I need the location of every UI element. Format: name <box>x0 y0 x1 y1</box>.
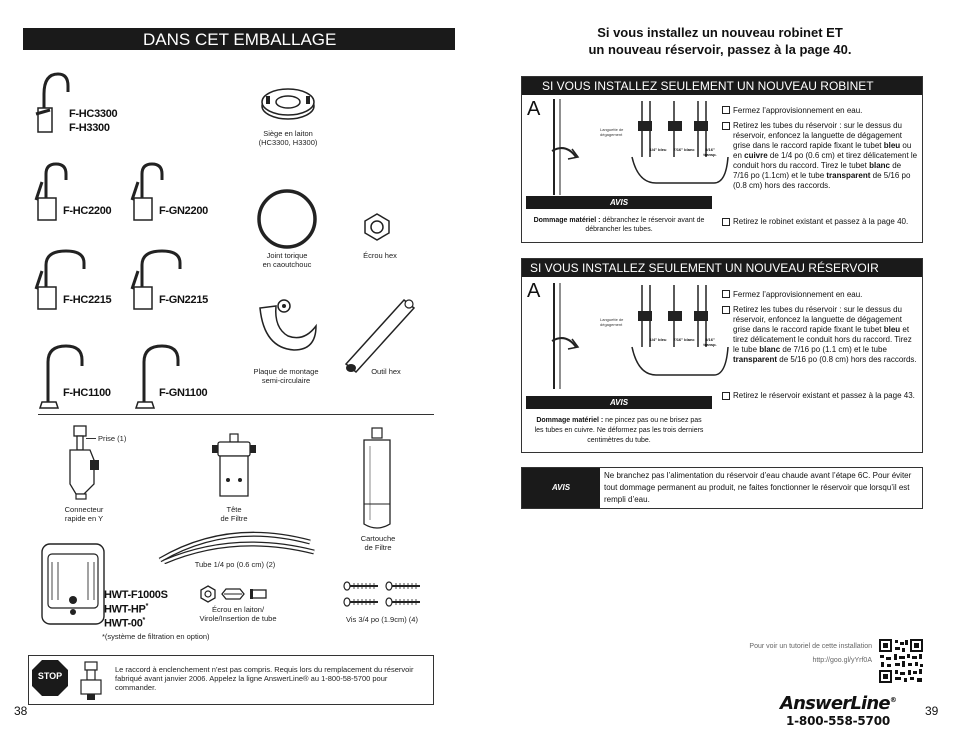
faucet-hc3300-illustration <box>34 68 74 136</box>
tag-white-2: 7/16" blanc <box>673 337 695 342</box>
tank-tubes-diagram-2 <box>550 281 734 389</box>
answerline-brand-reg: ® <box>889 696 897 704</box>
step-1-text-2: Fermez l’approvisionnement en eau. <box>733 290 863 299</box>
step-3-text-2: Retirez le réservoir existant et passez à la page 43. <box>733 391 915 400</box>
tank-model-3 <box>104 617 145 630</box>
model-f-hc2215: F-HC2215 <box>63 294 112 306</box>
hex-nut-caption: Écrou hex <box>363 251 397 260</box>
step-2-text-2 <box>722 305 918 365</box>
step-2-text-part: de 5/16 po (0.8 cm) hors des raccords. <box>733 171 911 190</box>
answerline-brand-text: AnswerLine <box>779 693 890 714</box>
answerline-logo <box>778 690 898 728</box>
tank-model-1: HWT-F1000S <box>104 589 168 601</box>
tag-clear-2: 5/16" transp. <box>703 337 717 347</box>
tank-tubes-diagram <box>550 97 734 195</box>
tubing-caption: Tube 1/4 po (0.6 cm) (2) <box>194 560 276 569</box>
avis-notice-label: AVIS <box>522 468 600 508</box>
o-ring-icon <box>256 188 318 250</box>
hot-water-tank-icon <box>40 540 106 626</box>
plug-leader-line <box>86 438 96 439</box>
step-2-text-part: de 7/16 po (1.1cm) et le tube <box>733 161 902 180</box>
model-f-gn1100: F-GN1100 <box>159 387 208 399</box>
left-header <box>23 28 455 50</box>
step-2-text-bold: bleu <box>883 141 901 150</box>
section-tank-only-warning <box>534 416 704 446</box>
tag-blue: 1/4" bleu <box>649 147 667 152</box>
section-faucet-only-warning <box>530 216 708 234</box>
step-2-text-part: Retirez les tubes du réservoir : sur le dessus du réservoir, enfoncez la languette de dégagement grise dans le raccord rapide fixant le tubet <box>733 121 903 150</box>
step-2-row <box>722 121 918 191</box>
section-faucet-only-avis-bar: AVIS <box>526 196 712 209</box>
filter-head-caption: Tête de Filtre <box>220 505 248 523</box>
tubing-icon <box>158 528 318 564</box>
step-3-row <box>722 217 918 227</box>
step-3-checkbox[interactable] <box>722 218 730 226</box>
model-f-gn2215: F-GN2215 <box>159 294 208 306</box>
section-faucet-only-title: SI VOUS INSTALLEZ SEULEMENT UN NOUVEAU ROBINET <box>542 79 874 93</box>
section-faucet-only-warning-label: Dommage matériel : <box>533 217 601 224</box>
mounting-plate-icon <box>254 296 320 358</box>
faucet-hc1100-illustration <box>34 340 90 414</box>
answerline-brand <box>778 690 898 714</box>
step-letter-a: A <box>527 98 541 120</box>
y-connector-caption: Connecteur rapide en Y <box>64 505 104 523</box>
step-2-text-bold: cuivre <box>744 151 768 160</box>
filter-head-icon <box>212 432 256 502</box>
filter-cartridge-icon <box>360 426 394 532</box>
o-ring-caption: Joint torique en caoutchouc <box>262 251 312 269</box>
step-2-checkbox[interactable] <box>722 122 730 130</box>
section-tank-only-warning-label: Dommage matériel : <box>536 417 604 424</box>
brass-seat-icon <box>258 84 318 124</box>
model-f-hc1100: F-HC1100 <box>63 387 111 399</box>
tank-footnote: *(système de filtration en option) <box>102 632 210 641</box>
step-2-text-part: ou en <box>733 141 912 160</box>
brass-seat-caption: Siège en laiton (HC3300, H3300) <box>258 129 318 147</box>
step-2-text-2-part: et tirez délicatement le conduit hors du raccord. Tirez le tube <box>733 325 912 354</box>
step-2-text-bold: blanc <box>869 161 890 170</box>
tutorial-url[interactable]: http://goo.gl/yYrf0A <box>812 657 872 664</box>
step-2-text-2-part: Retirez les tubes du réservoir : sur le dessus du réservoir, enfoncez la languette de dégagement grise dans le raccord rapide fixant le tubet <box>733 305 903 334</box>
section-faucet-only <box>521 76 923 243</box>
ferrule-icon <box>200 585 268 603</box>
tag-clear: 5/16" transp. <box>703 147 717 157</box>
step-2-text-part: de 1/4 po (0.6 cm) et tirez délicatement le conduit hors du raccord. Tirez le tubet <box>733 151 918 170</box>
quick-connect-icon <box>77 660 105 702</box>
screws-icon <box>342 580 426 612</box>
tutorial-line1: Pour voir un tutoriel de cette installation <box>749 643 872 650</box>
hex-tool-icon <box>342 294 422 376</box>
hex-nut-icon <box>362 212 392 242</box>
step-2-text <box>722 121 918 191</box>
stop-notice <box>28 655 434 705</box>
right-title-line1-b: ET <box>826 25 843 40</box>
filter-cartridge-caption: Cartouche de Filtre <box>360 534 396 552</box>
model-f-gn2200: F-GN2200 <box>159 205 208 217</box>
step-3-checkbox-2[interactable] <box>722 392 730 400</box>
plug-caption: Prise (1) <box>98 434 127 443</box>
step-1-checkbox-2[interactable] <box>722 290 730 298</box>
right-title <box>520 24 920 58</box>
left-divider <box>38 414 434 415</box>
model-f-hc2200: F-HC2200 <box>63 205 112 217</box>
right-title-line2: un nouveau réservoir, passez à la page 40. <box>588 42 852 57</box>
section-tank-only-warning-text: ne pincez pas ou ne brisez pas les tubes en cuivre. Ne déformez pas les trois derniers centimètres du tube. <box>534 417 704 444</box>
step-1-row-2 <box>722 290 920 300</box>
tank-model-2-asterisk: * <box>145 603 149 610</box>
tag-white: 7/16" blanc <box>673 147 695 152</box>
ferrule-caption: Écrou en laiton/ Virole/Insertion de tube <box>199 605 277 623</box>
right-title-line1-a: Si vous installez un nouveau robinet <box>597 25 827 40</box>
section-tank-only-title: SI VOUS INSTALLEZ SEULEMENT UN NOUVEAU RÉSERVOIR <box>530 261 879 275</box>
step-1-checkbox[interactable] <box>722 106 730 114</box>
y-connector-icon <box>64 424 100 500</box>
model-f-hc3300: F-HC3300 <box>69 108 118 120</box>
section-faucet-only-warning-text: débranchez le réservoir avant de débrancher les tubes. <box>585 217 705 233</box>
tank-model-3-text: HWT-00 <box>104 617 143 630</box>
tutorial-text <box>700 640 872 668</box>
step-3-row-2 <box>722 391 918 401</box>
section-faucet-only-header <box>522 77 922 95</box>
release-tab-label-2: Languette de dégagement <box>600 317 624 327</box>
avis-notice <box>521 467 923 509</box>
tank-model-2 <box>104 603 148 616</box>
stop-sign-label: STOP <box>37 671 63 681</box>
step-2-text-2-bold: bleu <box>883 325 901 334</box>
qr-code-icon[interactable] <box>878 638 924 684</box>
step-2-text-2-part: de 7/16 po (1.1 cm) et le tube <box>780 345 887 354</box>
faucet-gn1100-illustration <box>130 340 186 414</box>
step-2-text-2-bold: blanc <box>759 345 781 354</box>
step-1-row <box>722 106 920 116</box>
step-2-row-2 <box>722 305 918 365</box>
answerline-phone: 1-800-558-5700 <box>786 714 890 728</box>
step-2-checkbox-2[interactable] <box>722 306 730 314</box>
mounting-plate-caption: Plaque de montage semi-circulaire <box>253 367 319 385</box>
release-tab-label: Languette de dégagement <box>600 127 624 137</box>
hex-tool-caption: Outil hex <box>371 367 401 376</box>
model-f-h3300: F-H3300 <box>69 122 110 134</box>
step-1-text: Fermez l’approvisionnement en eau. <box>733 106 863 115</box>
step-letter-a-2: A <box>527 280 541 302</box>
step-3-text: Retirez le robinet existant et passez à la page 40. <box>733 217 909 226</box>
step-2-text-2-bold: transparent <box>733 355 778 364</box>
screws-caption: Vis 3/4 po (1.9cm) (4) <box>346 615 418 624</box>
stop-notice-text: Le raccord à enclenchement n’est pas compris. Requis lors du remplacement du réservoir fabriqué avant janvier 2006. Appelez la ligne AnswerLine® au 1-800-58-5700 pour commander. <box>115 665 414 692</box>
section-tank-only-header <box>522 259 922 277</box>
page-number-right: 39 <box>925 704 939 718</box>
right-title-line1 <box>520 24 920 41</box>
section-tank-only <box>521 258 923 453</box>
avis-notice-text: Ne branchez pas l’alimentation du réservoir d’eau chaude avant l’étape 6C. Pour éviter tout dommage permanent au produit, ne faites fonctionner le réservoir que lorsqu’il est rempli d’eau. <box>604 471 912 504</box>
tank-model-3-asterisk: * <box>142 617 145 624</box>
step-2-text-2-part: de 5/16 po (0.8 cm) hors des raccords. <box>777 355 917 364</box>
tag-blue-2: 1/4" bleu <box>649 337 667 342</box>
section-tank-only-avis-bar: AVIS <box>526 396 712 409</box>
tank-model-2-text: HWT-HP <box>104 603 146 616</box>
left-header-title: DANS CET EMBALLAGE <box>143 30 337 49</box>
step-2-text-bold: transparent <box>826 171 871 180</box>
page-number-left: 38 <box>14 704 28 718</box>
